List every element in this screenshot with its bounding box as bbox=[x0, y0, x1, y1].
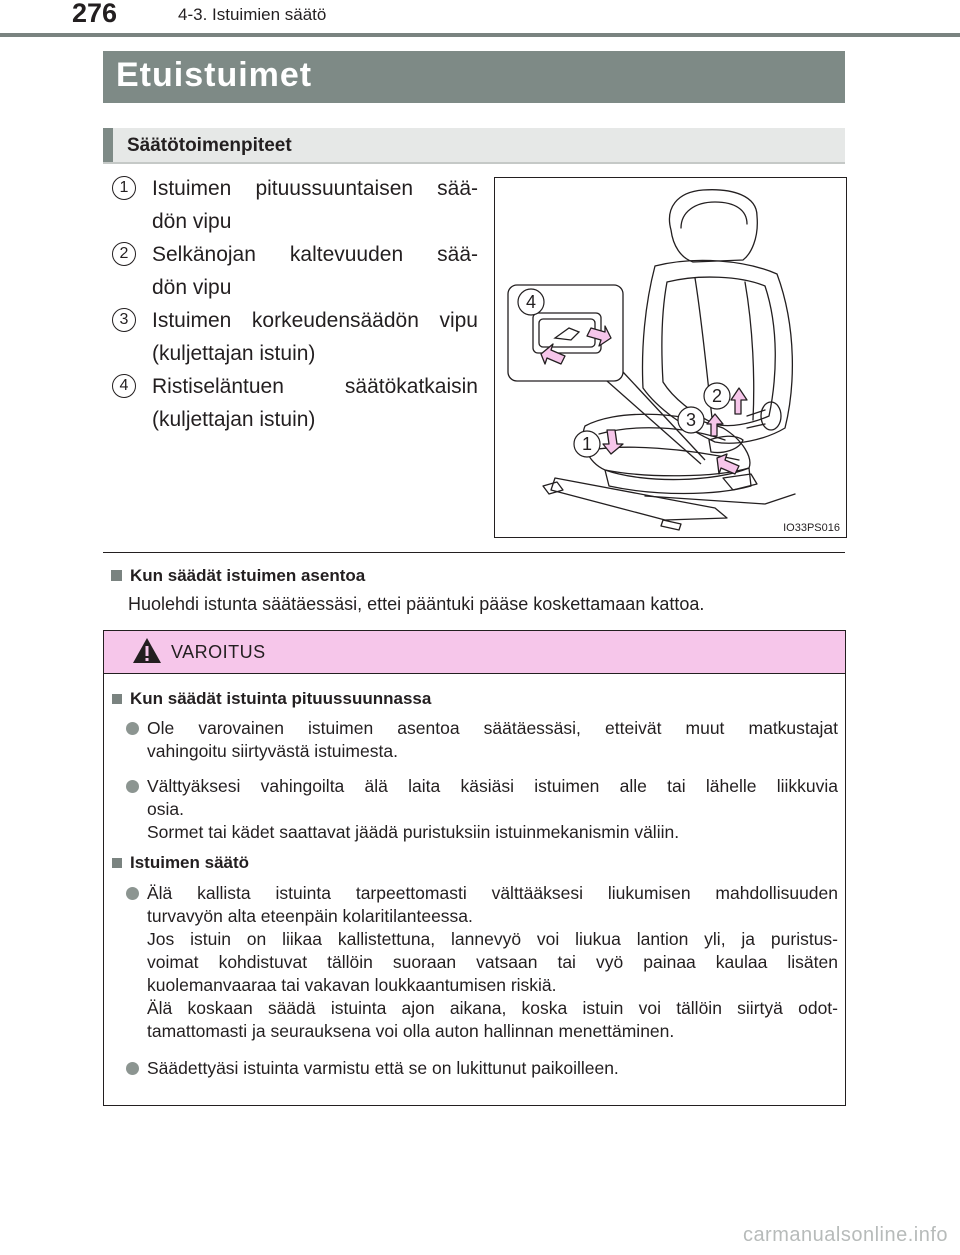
step-text-line: dön vipu bbox=[152, 276, 232, 299]
bullet-line: Sormet tai kädet saattavat jäädä puristuksiin istuinmekanismin väliin. bbox=[147, 822, 680, 842]
title-bar bbox=[103, 51, 845, 103]
bullet-text bbox=[147, 1057, 838, 1080]
figure-code: IO33PS016 bbox=[783, 522, 840, 534]
bullet-text bbox=[147, 775, 838, 844]
square-bullet-icon bbox=[112, 858, 122, 868]
step-text-line: Selkänojan kaltevuuden sää- bbox=[152, 243, 478, 266]
bullet-dot-icon bbox=[126, 887, 139, 900]
step-text-line: (kuljettajan istuin) bbox=[152, 408, 316, 431]
seat-illustration bbox=[494, 177, 847, 538]
bullet-line: Älä kallista istuinta tarpeettomasti välttääksesi liukumisen mahdollisuuden bbox=[147, 883, 838, 903]
bullet-text bbox=[147, 717, 838, 763]
step-text-line: Ristiseläntuen säätökatkaisin bbox=[152, 375, 478, 398]
warning-section-heading-text: Kun säädät istuinta pituussuunnassa bbox=[130, 689, 432, 708]
bullet-line: osia. bbox=[147, 799, 184, 819]
bullet-dot-icon bbox=[126, 722, 139, 735]
watermark: carmanualsonline.info bbox=[742, 1224, 948, 1246]
callout-2-label: 2 bbox=[711, 386, 723, 406]
warning-header bbox=[104, 631, 845, 674]
callout-1-label: 1 bbox=[581, 434, 593, 454]
warning-section-heading bbox=[112, 853, 249, 873]
step-text-line: Istuimen pituussuuntaisen sää- bbox=[152, 177, 478, 200]
note-heading bbox=[111, 566, 365, 586]
subheading-bar bbox=[103, 128, 845, 164]
bullet-dot-icon bbox=[126, 1062, 139, 1075]
subheading-accent bbox=[103, 128, 113, 162]
bullet-line: Välttyäksesi vahingoilta älä laita käsiäsi istuimen alle tai lähelle liikkuvia bbox=[147, 776, 838, 796]
note-body: Huolehdi istunta säätäessäsi, ettei pääntuki pääse koskettamaan kattoa. bbox=[128, 594, 705, 614]
bullet-line: tamattomasti ja seurauksena voi olla auton hallinnan menettäminen. bbox=[147, 1021, 675, 1041]
bullet-line: vahingoitu siirtyvästä istuimesta. bbox=[147, 741, 398, 761]
step-text bbox=[152, 238, 478, 304]
warning-section-heading bbox=[112, 689, 431, 709]
callout-3-label: 3 bbox=[685, 410, 697, 430]
section-header: 4-3. Istuimien säätö bbox=[178, 5, 327, 24]
warning-section-heading-text: Istuimen säätö bbox=[130, 853, 250, 872]
bullet-line: Jos istuin on liikaa kallistettuna, lannevyö voi liukua lantion yli, ja puristus- bbox=[147, 929, 838, 949]
step-number: 1 bbox=[112, 176, 136, 200]
bullet-line: voimat kohdistuvat tällöin suoraan vatsaan tai vyö painaa kaulaa lisäten bbox=[147, 952, 838, 972]
warning-box bbox=[103, 630, 846, 1106]
step-number: 2 bbox=[112, 242, 136, 266]
step-text bbox=[152, 304, 478, 370]
bullet-text bbox=[147, 882, 838, 1043]
warning-triangle-icon bbox=[132, 637, 162, 664]
bullet-line: Ole varovainen istuimen asentoa säätäessäsi, etteivät muut matkustajat bbox=[147, 718, 838, 738]
note-heading-text: Kun säädät istuimen asentoa bbox=[130, 566, 366, 585]
subheading: Säätötoimenpiteet bbox=[127, 135, 292, 156]
step-text-line: (kuljettajan istuin) bbox=[152, 342, 316, 365]
step-text bbox=[152, 370, 478, 436]
seat-drawing bbox=[495, 178, 846, 537]
step-number: 4 bbox=[112, 374, 136, 398]
header-divider bbox=[0, 33, 960, 37]
square-bullet-icon bbox=[112, 694, 122, 704]
warning-label: VAROITUS bbox=[171, 642, 266, 662]
page-number: 276 bbox=[72, 0, 118, 28]
step-number: 3 bbox=[112, 308, 136, 332]
square-bullet-icon bbox=[111, 570, 122, 581]
bullet-line: Älä koskaan säädä istuinta ajon aikana, koska istuin voi tällöin siirtyä odot- bbox=[147, 998, 838, 1018]
step-text-line: Istuimen korkeudensäädön vipu bbox=[152, 309, 478, 332]
step-text bbox=[152, 172, 478, 238]
bullet-line: Säädettyäsi istuinta varmistu että se on lukittunut paikoilleen. bbox=[147, 1058, 619, 1078]
bullet-dot-icon bbox=[126, 780, 139, 793]
callout-4-label: 4 bbox=[525, 292, 537, 312]
bullet-line: kuolemanvaaraa tai vakavan loukkaantumisen riskiä. bbox=[147, 975, 557, 995]
section-divider bbox=[103, 552, 845, 553]
step-text-line: dön vipu bbox=[152, 210, 232, 233]
bullet-line: turvavyön alta eteenpäin kolaritilanteessa. bbox=[147, 906, 473, 926]
page-title: Etuistuimet bbox=[116, 56, 313, 94]
